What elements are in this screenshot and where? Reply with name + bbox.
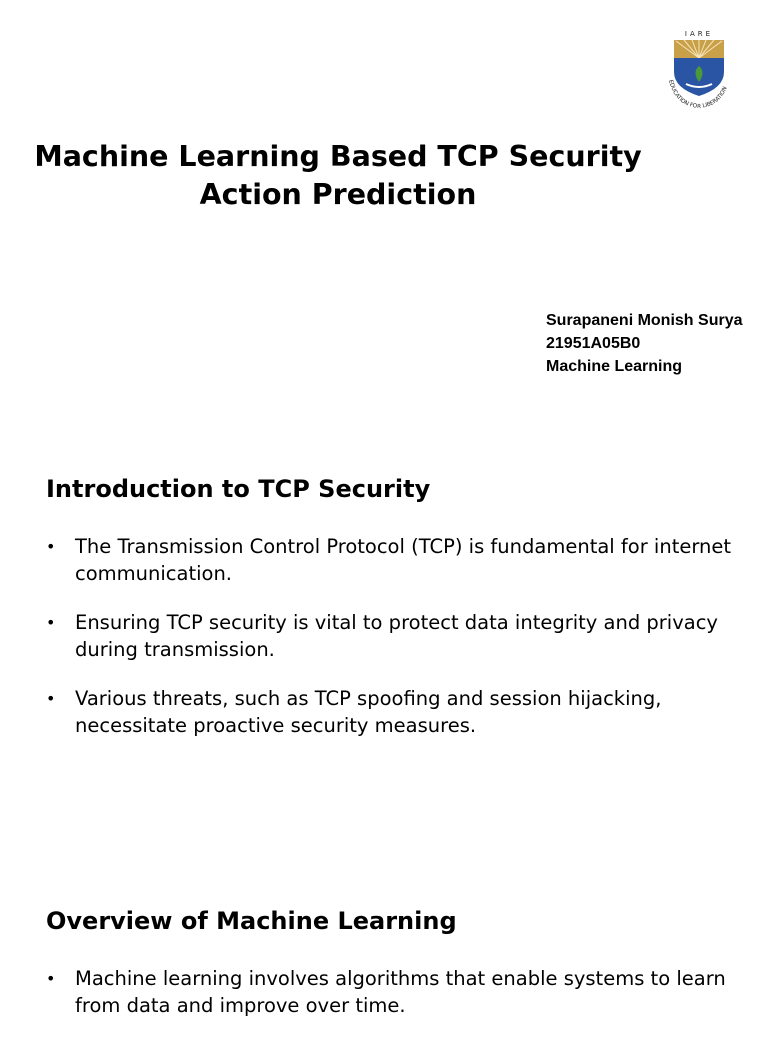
author-block xyxy=(546,309,742,378)
list-item xyxy=(46,966,736,1019)
bullet-icon: • xyxy=(46,689,56,708)
author-course: Machine Learning xyxy=(546,358,683,375)
intro-bullet-list xyxy=(46,534,736,762)
author-roll-number: 21951A05B0 xyxy=(546,335,641,352)
bullet-icon: • xyxy=(46,537,56,556)
bullet-icon: • xyxy=(46,613,56,632)
bullet-text: Ensuring TCP security is vital to protect data integrity and privacy during transmission. xyxy=(75,611,718,661)
list-item xyxy=(46,610,736,663)
bullet-icon: • xyxy=(46,969,56,988)
logo-arc-text: EDUCATION FOR LIBERATION xyxy=(667,79,729,111)
bullet-text: Machine learning involves algorithms that enable systems to learn from data and improve over time. xyxy=(75,967,726,1017)
logo-top-text: IARE xyxy=(684,30,714,38)
bullet-text: The Transmission Control Protocol (TCP) is fundamental for internet communication. xyxy=(75,535,732,585)
author-name: Surapaneni Monish Surya xyxy=(546,312,743,329)
section-heading-ml-overview: Overview of Machine Learning xyxy=(46,907,457,935)
bullet-text: Various threats, such as TCP spoofing and session hijacking, necessitate proactive security measures. xyxy=(75,687,662,737)
iare-logo xyxy=(662,28,736,112)
slide-title xyxy=(0,138,676,214)
ml-overview-bullet-list xyxy=(46,966,736,1042)
list-item xyxy=(46,534,736,587)
slide-title-line-1: Machine Learning Based TCP Security xyxy=(34,140,642,173)
section-heading-intro: Introduction to TCP Security xyxy=(46,475,431,503)
list-item xyxy=(46,686,736,739)
slide-title-line-2: Action Prediction xyxy=(199,178,477,211)
